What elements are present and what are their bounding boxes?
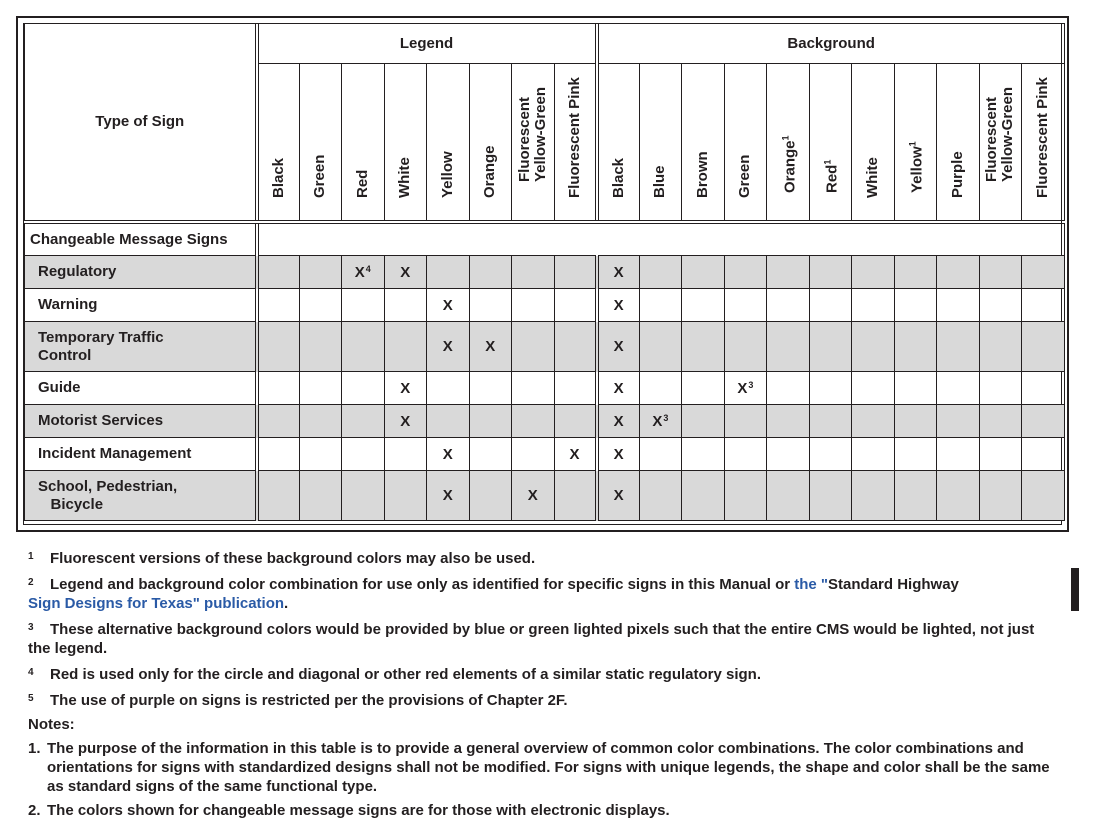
table-cell	[257, 289, 300, 322]
table-cell	[894, 256, 937, 289]
footnote-ref: 1	[907, 140, 918, 146]
background-col-header	[852, 64, 895, 222]
table-cell	[724, 256, 767, 289]
column-label: Fluorescent Yellow-Green	[983, 86, 1017, 182]
table-cell	[724, 438, 767, 471]
background-col-header	[724, 64, 767, 222]
table-cell	[767, 256, 810, 289]
footnote-text: The use of purple on signs is restricted per the provisions of Chapter 2F.	[50, 692, 568, 709]
note-1	[28, 739, 1058, 796]
table-cell	[767, 322, 810, 372]
table-cell: X	[469, 322, 512, 372]
table-cell	[299, 256, 342, 289]
row-label: Guide	[25, 372, 257, 405]
table-cell	[1022, 471, 1065, 521]
table-row	[25, 471, 1065, 521]
column-label: Yellow$^1$	[907, 140, 926, 193]
legend-col-header	[554, 64, 597, 222]
table-cell	[1022, 289, 1065, 322]
table-cell	[682, 372, 725, 405]
table-cell	[469, 289, 512, 322]
table-cell: X	[597, 438, 640, 471]
table-cell	[384, 322, 427, 372]
table-cell: X	[384, 372, 427, 405]
footnote-text: .	[284, 595, 289, 612]
section-label: Changeable Message Signs	[25, 222, 257, 256]
table-cell	[809, 322, 852, 372]
table-cell	[342, 322, 385, 372]
footnote-2	[28, 573, 1058, 613]
table-cell	[427, 256, 470, 289]
footnote-text: Red is used only for the circle and diagonal or other red elements of a similar static regulatory sign.	[50, 666, 762, 683]
table-cell: X	[554, 438, 597, 471]
table-cell	[937, 438, 980, 471]
table-row	[25, 372, 1065, 405]
group-header-row	[25, 24, 1065, 64]
footnote-number: 2	[28, 577, 34, 588]
background-col-header	[979, 64, 1022, 222]
table-cell	[937, 372, 980, 405]
column-label: Orange$^1$	[780, 134, 799, 193]
table-cell: X	[597, 372, 640, 405]
footnote-text: Standard Highway	[828, 576, 959, 593]
table-cell	[937, 322, 980, 372]
table-cell	[979, 372, 1022, 405]
legend-col-header	[299, 64, 342, 222]
footnote-text: Fluorescent versions of these background colors may also be used.	[50, 550, 536, 567]
table-cell	[937, 289, 980, 322]
table-cell	[512, 256, 555, 289]
table-cell	[257, 405, 300, 438]
table-cell	[682, 256, 725, 289]
table-cell	[512, 372, 555, 405]
table-row	[25, 405, 1065, 438]
table-cell	[937, 256, 980, 289]
table-cell	[639, 256, 682, 289]
table-cell	[384, 289, 427, 322]
table-cell	[299, 289, 342, 322]
table-cell	[469, 405, 512, 438]
note-number: 1.	[28, 740, 41, 757]
table-cell	[512, 289, 555, 322]
type-of-sign-header: Type of Sign	[25, 24, 257, 222]
table-cell	[682, 471, 725, 521]
table-cell	[639, 322, 682, 372]
table-cell	[512, 438, 555, 471]
table-cell	[852, 471, 895, 521]
table-cell	[809, 372, 852, 405]
table-cell: X	[597, 322, 640, 372]
table-cell	[767, 471, 810, 521]
footnote-ref: 1	[822, 159, 833, 165]
table-cell	[894, 322, 937, 372]
table-cell	[639, 471, 682, 521]
table-cell	[767, 405, 810, 438]
table-cell	[1022, 405, 1065, 438]
footnote-5	[28, 689, 1058, 710]
table-cell	[979, 256, 1022, 289]
table-cell: X	[427, 322, 470, 372]
table-cell: $X^4$	[342, 256, 385, 289]
row-label: School, Pedestrian, Bicycle	[25, 471, 257, 521]
legend-col-header	[512, 64, 555, 222]
publication-link-continued[interactable]: Sign Designs for Texas" publication	[28, 595, 285, 612]
table-cell	[979, 405, 1022, 438]
column-label: Fluorescent Pink	[565, 76, 583, 198]
legend-col-header	[342, 64, 385, 222]
table-row	[25, 256, 1065, 289]
footnote-ref: 1	[780, 134, 791, 140]
column-label: Red	[353, 169, 371, 198]
table-cell	[809, 438, 852, 471]
table-cell	[852, 256, 895, 289]
row-label: Warning	[25, 289, 257, 322]
table-cell	[554, 289, 597, 322]
table-cell	[809, 405, 852, 438]
table-cell	[724, 471, 767, 521]
table-cell	[724, 405, 767, 438]
publication-link[interactable]: the "	[794, 576, 829, 593]
color-combination-table	[24, 23, 1065, 521]
table-cell	[1022, 256, 1065, 289]
footnote-number: 1	[28, 551, 34, 562]
table-cell	[894, 372, 937, 405]
row-label: Regulatory	[25, 256, 257, 289]
footnotes-section	[28, 547, 1058, 825]
table-cell	[979, 438, 1022, 471]
table-cell: X	[384, 405, 427, 438]
table-cell: X	[427, 438, 470, 471]
footnote-number: 4	[28, 667, 34, 678]
table-cell	[767, 289, 810, 322]
note-2	[28, 801, 1058, 820]
footnote-4	[28, 663, 1058, 684]
table-cell	[342, 438, 385, 471]
table-row	[25, 289, 1065, 322]
table-cell	[427, 372, 470, 405]
table-cell	[894, 438, 937, 471]
table-cell	[852, 405, 895, 438]
note-text: The colors shown for changeable message signs are for those with electronic displays.	[47, 802, 670, 819]
footnote-ref: 3	[748, 379, 754, 390]
footnote-1	[28, 547, 1058, 568]
table-cell	[257, 256, 300, 289]
table-cell	[342, 289, 385, 322]
table-cell	[724, 289, 767, 322]
column-label: Fluorescent Yellow-Green	[515, 86, 549, 182]
footnote-text: These alternative background colors would be provided by blue or green lighted pixels such that the entire CMS would be lighted, not just the legend.	[28, 621, 1035, 657]
table-cell: X	[597, 256, 640, 289]
table-cell	[1022, 372, 1065, 405]
table-cell	[554, 471, 597, 521]
footnote-3	[28, 618, 1058, 658]
table-cell	[469, 372, 512, 405]
table-cell	[852, 289, 895, 322]
table-cell	[469, 256, 512, 289]
table-cell	[554, 322, 597, 372]
table-cell	[724, 322, 767, 372]
row-label: Motorist Services	[25, 405, 257, 438]
legend-col-header	[427, 64, 470, 222]
table-cell: X	[597, 405, 640, 438]
table-cell	[937, 405, 980, 438]
revision-bar	[1071, 568, 1079, 611]
table-cell	[639, 438, 682, 471]
table-cell	[299, 471, 342, 521]
table-cell	[257, 322, 300, 372]
table-cell	[554, 372, 597, 405]
table-cell	[937, 471, 980, 521]
legend-col-header	[257, 64, 300, 222]
table-cell	[342, 405, 385, 438]
table-row	[25, 438, 1065, 471]
table-cell	[554, 256, 597, 289]
table-cell: X	[384, 256, 427, 289]
background-col-header	[1022, 64, 1065, 222]
table-cell	[469, 438, 512, 471]
table-cell: $X^3$	[639, 405, 682, 438]
column-label: White	[863, 156, 881, 198]
table-cell	[1022, 438, 1065, 471]
table-cell	[469, 471, 512, 521]
table-cell: X	[427, 289, 470, 322]
table-cell	[384, 438, 427, 471]
background-group-header: Background	[597, 24, 1065, 64]
table-cell	[299, 405, 342, 438]
table-cell: X	[512, 471, 555, 521]
table-cell	[1022, 322, 1065, 372]
background-col-header	[639, 64, 682, 222]
column-label: Red$^1$	[822, 159, 841, 193]
legend-col-header	[469, 64, 512, 222]
row-label: Incident Management	[25, 438, 257, 471]
column-label: Orange	[481, 144, 499, 198]
background-col-header	[767, 64, 810, 222]
table-cell	[894, 471, 937, 521]
table-cell	[427, 405, 470, 438]
column-label: Black	[269, 157, 287, 198]
table-cell	[767, 438, 810, 471]
footnote-ref: 4	[365, 263, 371, 274]
table-cell	[852, 322, 895, 372]
column-label: Purple	[948, 150, 966, 198]
table-cell: $X^3$	[724, 372, 767, 405]
table-cell	[979, 471, 1022, 521]
table-cell	[682, 405, 725, 438]
table-cell	[554, 405, 597, 438]
table-cell	[299, 372, 342, 405]
column-label: Black	[609, 157, 627, 198]
table-cell: X	[597, 289, 640, 322]
background-col-header	[937, 64, 980, 222]
background-col-header	[809, 64, 852, 222]
table-cell	[852, 372, 895, 405]
section-row	[25, 222, 1065, 256]
background-col-header	[597, 64, 640, 222]
row-label: Temporary Traffic Control	[25, 322, 257, 372]
footnote-number: 3	[28, 622, 34, 633]
table-cell	[682, 438, 725, 471]
table-cell	[809, 256, 852, 289]
table-cell	[639, 289, 682, 322]
section-spacer	[257, 222, 1065, 256]
note-text: The purpose of the information in this table is to provide a general overview of common color combinations. The color combinations and orientations for signs with standardized designs shall not be modified. For signs with unique legends, the shape and color shall be the same as standard signs of the same functional type.	[47, 740, 1050, 795]
table-cell	[979, 322, 1022, 372]
table-cell	[299, 322, 342, 372]
table-cell	[257, 438, 300, 471]
table-cell	[342, 372, 385, 405]
table-cell	[767, 372, 810, 405]
table-row	[25, 322, 1065, 372]
legend-col-header	[384, 64, 427, 222]
notes-heading: Notes:	[28, 716, 75, 733]
table-cell	[384, 471, 427, 521]
table-cell	[299, 438, 342, 471]
table-cell	[257, 471, 300, 521]
table-cell	[342, 471, 385, 521]
legend-group-header: Legend	[257, 24, 597, 64]
note-number: 2.	[28, 802, 41, 819]
table-cell	[512, 322, 555, 372]
table-cell	[894, 289, 937, 322]
footnote-ref: 3	[663, 412, 669, 423]
background-col-header	[894, 64, 937, 222]
table-cell	[852, 438, 895, 471]
table-cell	[512, 405, 555, 438]
footnote-text: Legend and background color combination for use only as identified for specific signs in this Manual or	[50, 576, 795, 593]
footnote-number: 5	[28, 693, 34, 704]
table-cell	[979, 289, 1022, 322]
table-cell: X	[597, 471, 640, 521]
table-cell	[894, 405, 937, 438]
column-label: White	[396, 156, 414, 198]
background-col-header	[682, 64, 725, 222]
column-label: Green	[736, 154, 754, 198]
column-label: Fluorescent Pink	[1033, 76, 1051, 198]
table-cell	[639, 372, 682, 405]
column-label: Brown	[693, 150, 711, 198]
table-cell: X	[427, 471, 470, 521]
table-cell	[809, 471, 852, 521]
table-cell	[682, 289, 725, 322]
column-label: Green	[311, 154, 329, 198]
table-cell	[809, 289, 852, 322]
table-cell	[682, 322, 725, 372]
table-cell	[257, 372, 300, 405]
column-label: Blue	[651, 164, 669, 198]
column-label: Yellow	[438, 150, 456, 198]
